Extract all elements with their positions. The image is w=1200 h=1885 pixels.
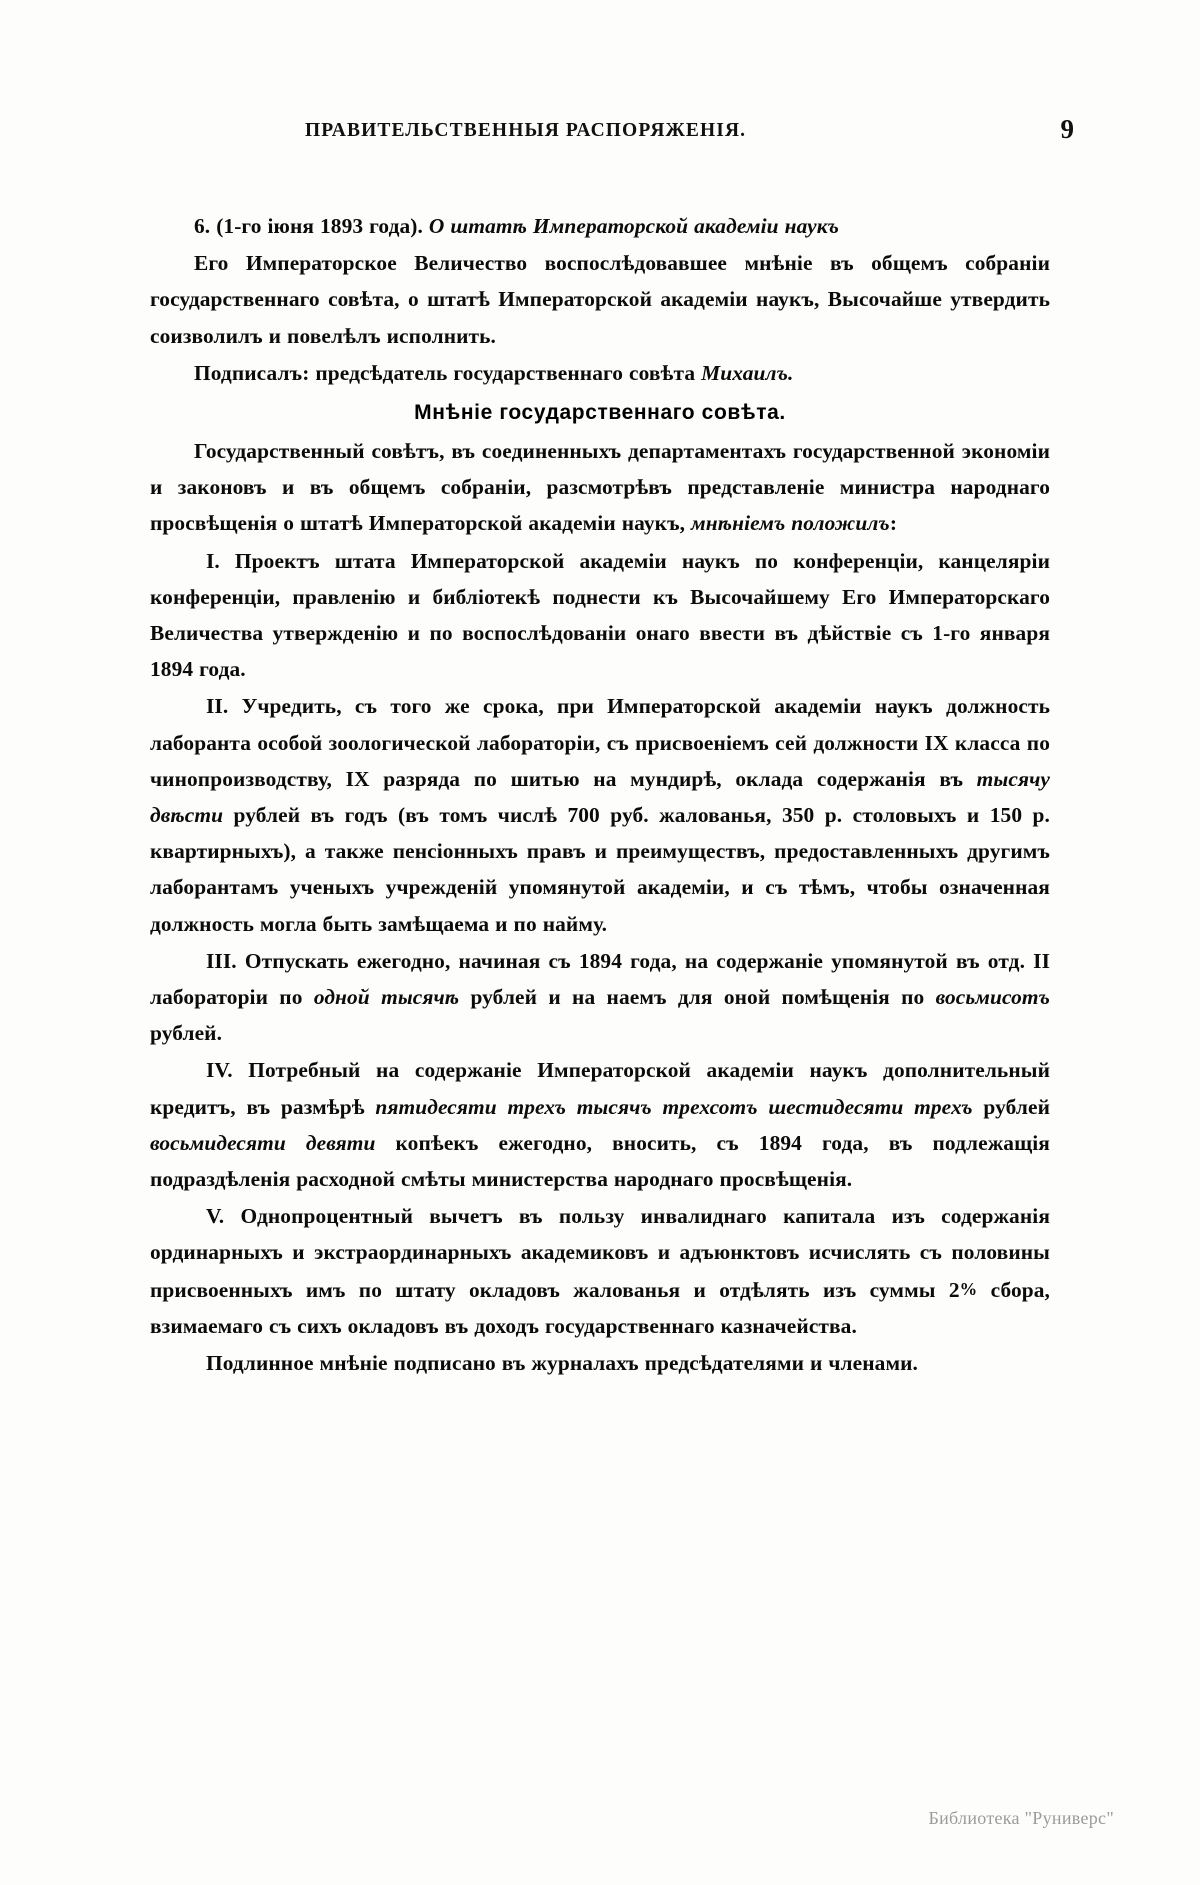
clause-iv-b: рублей	[972, 1094, 1051, 1119]
paragraph-signature	[150, 355, 1050, 391]
signature-name: Михаилъ.	[701, 360, 794, 385]
clause-iv-a: IV. Потребный на содержаніе Императорской академіи наукъ дополнительный кредитъ, въ размѣрѣ	[150, 1058, 1050, 1119]
item-6-lead: 6. (1-го іюня 1893 года).	[194, 214, 429, 238]
paragraph-clause-i: I. Проектъ штата Императорской академіи наукъ по конференціи, канцеляріи конференціи, правленію и библіотекѣ поднести къ Высочайшему Его Императорскаго Величества утвержденію и по воспослѣдованіи онаго ввести въ дѣйствіе съ 1-го января 1894 года.	[150, 548, 1050, 682]
council-opinion-lead: Государственный совѣтъ, въ соединенныхъ департаментахъ государственной экономіи и законовъ и въ общемъ собраніи, разсмотрѣвъ представленіе министра народнаго просвѣщенія о штатѣ Императорской академіи наукъ,	[150, 439, 1050, 536]
paragraph-council-opinion	[150, 433, 1050, 542]
council-opinion-tail: :	[889, 511, 898, 536]
paragraph-clause-ii	[150, 688, 1050, 941]
running-head: ПРАВИТЕЛЬСТВЕННЫЯ РАСПОРЯЖЕНІЯ.	[305, 120, 747, 141]
clause-ii-b: рублей въ годъ (въ томъ числѣ 700 руб. жалованья, 350 р. столовыхъ и 150 р. квартирныхъ), а также пенсіонныхъ правъ и преимуществъ, предоставленныхъ другимъ лаборантамъ ученыхъ учрежденій упомянутой академіи, и съ тѣмъ, чтобы означенная должность могла быть замѣщаема и по найму.	[150, 803, 1050, 936]
council-opinion-italic: мнѣніемъ положилъ	[691, 511, 890, 536]
clause-v-b: сбора, взимаемаго съ сихъ окладовъ въ доходъ государственнаго казначейства.	[150, 1277, 1050, 1338]
clause-ii-a: II. Учредить, съ того же срока, при Императорской академіи наукъ должность лаборанта особой зоологической лабораторіи, съ присвоеніемъ сей должности IX класса по чинопроизводству, IX разряда по шитью на мундирѣ, оклада содержанія въ	[150, 694, 1050, 791]
paragraph-imperial-decree: Его Императорское Величество воспослѣдовавшее мнѣніе въ общемъ собраніи государственнаго совѣта, о штатѣ Императорской академіи наукъ, Высочайше утвердить соизволилъ и повелѣлъ исполнить.	[150, 251, 1050, 348]
paragraph-clause-iv	[150, 1052, 1050, 1197]
signature-lead: Подписалъ: предсѣдатель государственнаго совѣта	[194, 360, 702, 385]
clause-iii-amount-2: восьмисотъ	[935, 985, 1050, 1010]
paragraph-clause-v	[150, 1198, 1050, 1344]
section-subheading: Мнѣніе государственнаго совѣта.	[414, 401, 786, 425]
page-number: 9	[1060, 114, 1074, 144]
clause-ii-amount: тысячу двѣсти	[150, 766, 1050, 828]
page-header	[120, 114, 1080, 166]
body-column	[150, 208, 1050, 1382]
clause-iii-a: III. Отпускать ежегодно, начиная съ 1894 года, на содержаніе упомянутой въ отд. II лабораторіи по	[150, 948, 1050, 1010]
item-6-title: О штатѣ Императорской академіи наукъ	[428, 214, 840, 238]
clause-iv-c: копѣекъ ежегодно, вносить, съ 1894 года, въ подлежащія подраздѣленія расходной смѣты министерства народнаго просвѣщенія.	[150, 1130, 1050, 1192]
clause-iii-b: рублей и на наемъ для оной помѣщенія по	[459, 985, 936, 1010]
paragraph-item-6	[150, 208, 1050, 244]
clause-v-a: V. Однопроцентный вычетъ въ пользу инвалиднаго капитала изъ содержанія ординарныхъ и экстраординарныхъ академиковъ и адъюнктовъ исчислять съ половины присвоенныхъ имъ по штату окладовъ жалованья и отдѣлять изъ суммы 2	[150, 1204, 1050, 1302]
library-credit: Библиотека "Руниверс"	[928, 1808, 1114, 1828]
paragraph-closing: Подлинное мнѣніе подписано въ журналахъ предсѣдателями и членами.	[206, 1351, 918, 1376]
scanned-text-area	[120, 114, 1080, 1760]
clause-iii-amount-1: одной тысячѣ	[313, 985, 460, 1010]
paragraph-clause-iii	[150, 943, 1050, 1052]
clause-iii-c: рублей.	[150, 1021, 223, 1046]
clause-iv-amount-2: восьмидесяти девяти	[150, 1130, 376, 1155]
clause-iv-amount-1: пятидесяти трехъ тысячъ трехсотъ шестидесяти трехъ	[375, 1094, 973, 1119]
percent-symbol: %	[959, 1278, 978, 1299]
